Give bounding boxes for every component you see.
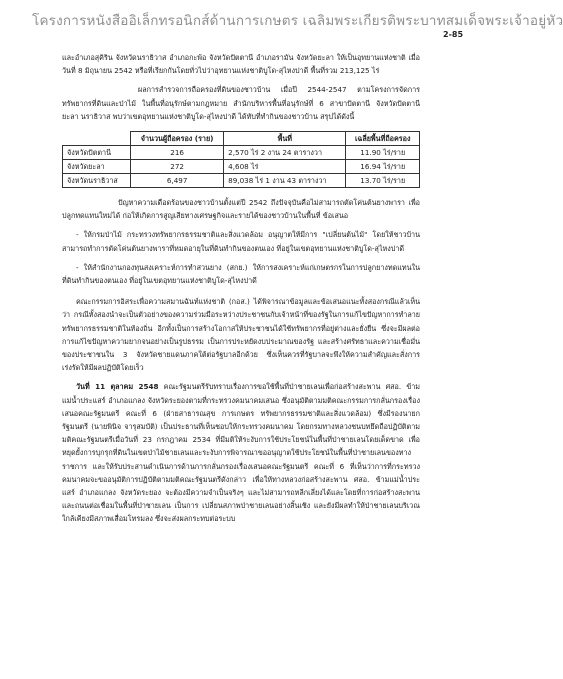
table-cell-holders: 272	[131, 160, 224, 174]
paragraph-2: ผลการสำรวจการถือครองที่ดินของชาวบ้าน เมื่อปี 2544-2547 ตามโครงการจัดการทรัพยากรที่ดินและป่าไม้ ในพื้นที่อนุรักษ์ตามกฎหมาย สำนักบริหารพื้นที่อนุรักษ์ที่ 6 สาขาปัตตานี จังหวัดปัตตานี ยะลา นราธิวาส พบว่าเขตอุทยานแห่งชาติบูโด-สุไหงปาดี ได้ทับที่ทำกินของชาวบ้าน สรุปได้ดังนี้	[62, 85, 420, 121]
table-row	[63, 160, 420, 174]
table-header-holders: จำนวนผู้ถือครอง (ราย)	[131, 132, 224, 146]
paragraph-7-date: วันที่ 11 ตุลาคม 2548	[76, 382, 159, 392]
paragraph-7	[62, 380, 420, 525]
table-cell-average: 13.70 ไร่/ราย	[346, 174, 420, 188]
table-cell-province: จังหวัดยะลา	[63, 160, 131, 174]
table-cell-holders: 6,497	[131, 174, 224, 188]
paragraph-5: - ให้สำนักงานกองทุนสงเคราะห์การทำสวนยาง (สกย.) ให้การสงเคราะห์แก่เกษตรกรในการปลูกยางทดแทนในที่ดินทำกินของตนเอง ที่อยู่ในเขตอุทยานแห่งชาติบูโด-สุไหงปาดี	[62, 262, 420, 286]
table-cell-area: 4,608 ไร่	[224, 160, 346, 174]
page-number: 2-85	[443, 30, 464, 39]
table-row	[63, 146, 420, 160]
table-cell-average: 16.94 ไร่/ราย	[346, 160, 420, 174]
page-header	[0, 0, 563, 44]
paragraph-6: คณะกรรมการอิสระเพื่อความสมานฉันท์แห่งชาติ (กอส.) ได้พิจารณาข้อมูลและข้อเสนอแนะทั้งสองกรณีแล้วเห็นว่า กรณีทั้งสองนำจะเป็นตัวอย่างของความร่วมมือระหว่างประชาชนกับเจ้าหน้าที่ของรัฐในการแก้ไขปัญหาการทำลายทรัพยากรธรรมชาติในท้องถิ่น อีกทั้งเป็นการสร้างโอกาสให้ประชาชนได้ใช้ทรัพยากรที่อยู่ต่างและยั่งยืน ซึ่งจะมีผลต่อการแก้ไขปัญหาความยากจนอย่างเป็นรูปธรรม เป็นการประหยัดงบประมาณของรัฐ และสร้างศรัทธาและความเชื่อมั่นของประชาชนใน 3 จังหวัดชายแดนภาคใต้ต่อรัฐบาลอีกด้วย ซึ่งเห็นควรที่รัฐบาลจะพึงให้ความสำคัญและสั่งการ เร่งรัดให้มีผลปฏิบัติโดยเร็ว	[62, 297, 420, 373]
table-cell-holders: 216	[131, 146, 224, 160]
table-cell-province: จังหวัดปัตตานี	[63, 146, 131, 160]
paragraph-4: - ให้กรมป่าไม้ กระทรวงทรัพยากรธรรมชาติและสิ่งแวดล้อม อนุญาตให้มีการ "เปลี่ยนต้นไม้" โดยให้ชาวบ้านสามารถทำการตัดโค่นต้นยางพาราที่หมดอายุในที่ดินทำกินของตนเอง ที่อยู่ในเขตอุทยานแห่งชาติบูโด-สุไหงปาดี	[62, 230, 420, 253]
table-cell-area: 89,038 ไร่ 1 งาน 43 ตารางวา	[224, 174, 346, 188]
table-header-row	[63, 132, 420, 146]
paragraph-3: ปัญหาความเดือดร้อนของชาวบ้านตั้งแต่ปี 2542 ถึงปัจจุบันคือไม่สามารถตัดโค่นต้นยางพารา เพื่อปลูกทดแทนใหม่ได้ ก่อให้เกิดการสูญเสียทางเศรษฐกิจและรายได้ของชาวบ้านในพื้นที่ ข้อเสนอ	[62, 198, 420, 221]
table-header-area: พื้นที่	[224, 132, 346, 146]
paragraph-7-text: คณะรัฐมนตรีรับทราบเรื่องการขอใช้พื้นที่ป่าชายเลนเพื่อก่อสร้างสะพาน ศสอ. ข้ามแม่น้ำประแสร์ อำเภอแกลง จังหวัดระยองตามที่กระทรวงคมนาคมเสนอ ซึ่งอนุมัติตามมติคณะกรรมการกลั่นกรองเรื่องเสนอคณะรัฐมนตรี คณะที่ 6 (ฝ่ายสาธารณสุข การเกษตร ทรัพยากรธรรมชาติและสิ่งแวดล้อม) ซึ่งมีรองนายกรัฐมนตรี (นายพินิจ จารุสมบัติ) เป็นประธานที่เห็นชอบให้กระทรวงคมนาคม โดยกรมทางหลวงชนบทยึดถือปฏิบัติตามมติคณะรัฐมนตรีเมื่อวันที่ 23 กรกฎาคม 2534 ที่มีมติให้ระงับการใช้ประโยชน์ในพื้นที่ป่าชายเลนโดยเด็ดขาด เพื่อหยุดยั้งการบุกรุกที่ดินในเขตป่าไม้ชายเลนและระงับการพิจารณาขออนุญาตใช้ประโยชน์ในพื้นที่ป่าชายเลนของทางราชการ และให้รับประสานดำเนินการด้านการกลั่นกรองเรื่องเสนอคณะรัฐมนตรี คณะที่ 6 ที่เห็นว่าการที่กระทรวงคมนาคมจะขออนุมัติการปฏิบัติตามมติคณะรัฐมนตรีดังกล่าว เพื่อให้ทางหลวงก่อสร้างสะพาน ศสอ. ข้ามแม่น้ำประแสร์ อำเภอแกลง จังหวัดระยอง จะต้องมีความจำเป็นจริงๆ และไม่สามารถหลีกเลี่ยงได้และโดยที่การก่อสร้างสะพานและถนนต่อเชื่อมในพื้นที่ป่าชายเลน เป็นการ เปลี่ยนสภาพป่าชายเลนอย่างสิ้นเชิง และยังมีผลทำให้ป่าชายเลนบริเวณใกล้เคียงมีสภาพเสื่อมโทรมลง ซึ่งจะส่งผลกระทบต่อระบบ	[62, 382, 420, 524]
table-cell-province: จังหวัดนราธิวาส	[63, 174, 131, 188]
table-header-blank	[63, 132, 131, 146]
table-row	[63, 174, 420, 188]
table-cell-average: 11.90 ไร่/ราย	[346, 146, 420, 160]
landholding-table	[62, 131, 420, 188]
document-body	[62, 51, 420, 526]
table-cell-area: 2,570 ไร่ 2 งาน 24 ตารางวา	[224, 146, 346, 160]
paragraph-1: และอำเภอสุคิริน จังหวัดนราธิวาส อำเภอกะพ้อ จังหวัดปัตตานี อำเภอรามัน จังหวัดยะลา ให้เป็นอุทยานแห่งชาติ เมื่อวันที่ 8 มิถุนายน 2542 หรือที่เรียกกันโดยทั่วไปว่าอุทยานแห่งชาติบูโด-สุไหงปาดี พื้นที่รวม 213,125 ไร่	[62, 53, 420, 76]
header-title: โครงการหนังสืออิเล็กทรอนิกส์ด้านการเกษตร เฉลิมพระเกียรติพระบาทสมเด็จพระเจ้าอยู่หัว	[32, 13, 563, 29]
table-header-average: เฉลี่ยพื้นที่ถือครอง	[346, 132, 420, 146]
